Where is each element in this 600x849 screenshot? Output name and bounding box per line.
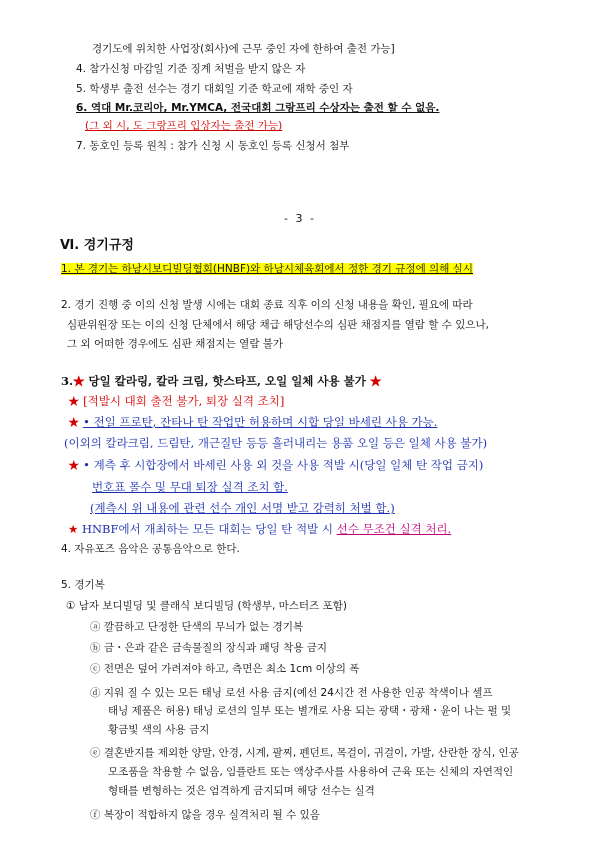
- attire-d-line-2: 태닝 제품은 허용) 태닝 로션의 일부 또는 별개로 사용 되는 광택・광채・윤이 나는 펄 및: [108, 705, 512, 717]
- rule-2-line-1: 2. 경기 진행 중 이의 신청 발생 시에는 대회 종료 직후 이의 신청 내용을 확인, 필요에 따라: [61, 299, 473, 311]
- rule-3-measure: [68, 458, 483, 472]
- eligibility-line-6: 6. 역대 Mr.코리아, Mr.YMCA, 전국대회 그랑프리 수상자는 출전 할 수 없음.: [76, 102, 440, 114]
- attire-a: ⓐ 깔끔하고 단정한 단색의 무늬가 없는 경기복: [90, 621, 304, 633]
- attire-f: ⓕ 복장이 적합하지 않을 경우 실격처리 될 수 있음: [90, 809, 320, 821]
- rule-3-measure-text: • 계측 후 시합장에서 바세린 사용 외 것을 사용 적발 시(당일 일체 탄 작업 금지): [83, 458, 484, 472]
- rule-3-penalty: [68, 394, 284, 408]
- rule-3-prohibited: (이외의 칼라크림, 드림탄, 개근질탄 등등 흘러내리는 용품 오일 등은 일체 사용 불가): [64, 436, 488, 450]
- star-icon: ★: [68, 522, 79, 536]
- rule-3-confiscate: [92, 480, 288, 494]
- eligibility-line-5: 5. 학생부 출전 선수는 경기 대회일 기준 학교에 재학 중인 자: [76, 83, 353, 95]
- rule-3-signature-text: (계측시 위 내용에 관련 선수 개인 서명 받고 강력히 처벌 함.): [90, 501, 395, 515]
- rule-1: [61, 262, 473, 276]
- eligibility-line-6-note: [85, 119, 282, 133]
- rule-3-text: 당일 칼라링, 칼라 크림, 핫스타프, 오일 일체 사용 불가: [88, 374, 366, 388]
- attire-e-line-2: 모조품을 착용할 수 없음, 임플란트 또는 액상주사를 사용하여 근육 또는 신체의 자연적인: [108, 766, 514, 778]
- attire-item-1: ① 남자 보디빌딩 및 클래식 보디빌딩 (학생부, 마스터즈 포함): [66, 600, 347, 612]
- star-icon: ★: [68, 394, 80, 408]
- rule-3-number: 3.: [61, 374, 74, 388]
- rule-3-header: [61, 374, 381, 388]
- attire-e-line-1: ⓔ 결혼반지를 제외한 양말, 안경, 시계, 팔찌, 펜던트, 목걸이, 귀걸이, 가발, 산란한 장식, 인공: [90, 747, 519, 759]
- rule-3-signature: [90, 501, 395, 515]
- eligibility-line-7: 7. 동호인 등록 원칙 : 참가 신청 시 동호인 등록 신청서 첨부: [76, 140, 350, 152]
- star-icon: ★: [68, 458, 80, 472]
- star-icon: ★: [369, 374, 382, 388]
- rule-3-hnbf-text: HNBF에서 개최하는 모든 대회는 당일 탄 적발 시: [81, 522, 333, 536]
- page-number: - 3 -: [284, 212, 316, 225]
- star-icon: ★: [68, 415, 80, 429]
- rule-3-disqualify-text: 선수 무조건 실격 처리.: [336, 522, 452, 536]
- rule-4: 4. 자유포즈 음악은 공통음악으로 한다.: [61, 543, 240, 555]
- rule-3-allowed-text: • 전일 프로탄, 잔타나 탄 작업만 허용하며 시합 당일 바세린 사용 가능.: [83, 415, 438, 429]
- attire-d-line-3: 황금빛 색의 사용 금지: [108, 724, 210, 736]
- attire-d-line-1: ⓓ 지워 질 수 있는 모든 태닝 로션 사용 금지(예선 24시간 전 사용한 인공 착색이나 셀프: [90, 687, 493, 699]
- rule-3-allowed: [68, 415, 437, 429]
- eligibility-line-4: 4. 참가신청 마감일 기준 징계 처벌을 받지 않은 자: [76, 63, 306, 75]
- attire-e-line-3: 형태를 변형하는 것은 엄격하게 금지되며 해당 선수는 실격: [108, 785, 375, 797]
- attire-title: 5. 경기복: [61, 579, 105, 591]
- star-icon: ★: [73, 374, 85, 388]
- rule-3-hnbf: [68, 522, 451, 536]
- rule-3-penalty-text: [적발시 대회 출전 불가, 퇴장 실격 조치]: [83, 394, 285, 408]
- eligibility-note-text: (그 외 시, 도 그랑프리 입상자는 출전 가능): [85, 120, 283, 132]
- rule-3-confiscate-text: 번호표 몰수 및 무대 퇴장 실격 조치 함.: [92, 480, 288, 494]
- section-heading: Ⅵ. 경기규정: [60, 238, 134, 253]
- rule-2-line-2: 심판위원장 또는 이의 신청 단체에서 해당 채급 해당선수의 심판 채점지를 열람 할 수 있으나,: [67, 319, 490, 331]
- rule-1-text: 1. 본 경기는 하남시보디빌딩협회(HNBF)와 하남시체육회에서 정한 경기 규정에 의해 실시: [61, 263, 473, 275]
- attire-c: ⓒ 전면은 덮어 가려져야 하고, 측면은 최소 1cm 이상의 폭: [90, 663, 360, 675]
- attire-b: ⓑ 금・은과 같은 금속물질의 장식과 패딩 착용 금지: [90, 642, 328, 654]
- rule-2-line-3: 그 외 어떠한 경우에도 심판 채점지는 열람 불가: [67, 338, 284, 350]
- eligibility-line-3-cont: 경기도에 위치한 사업장(회사)에 근무 중인 자에 한하여 출전 가능]: [92, 43, 395, 55]
